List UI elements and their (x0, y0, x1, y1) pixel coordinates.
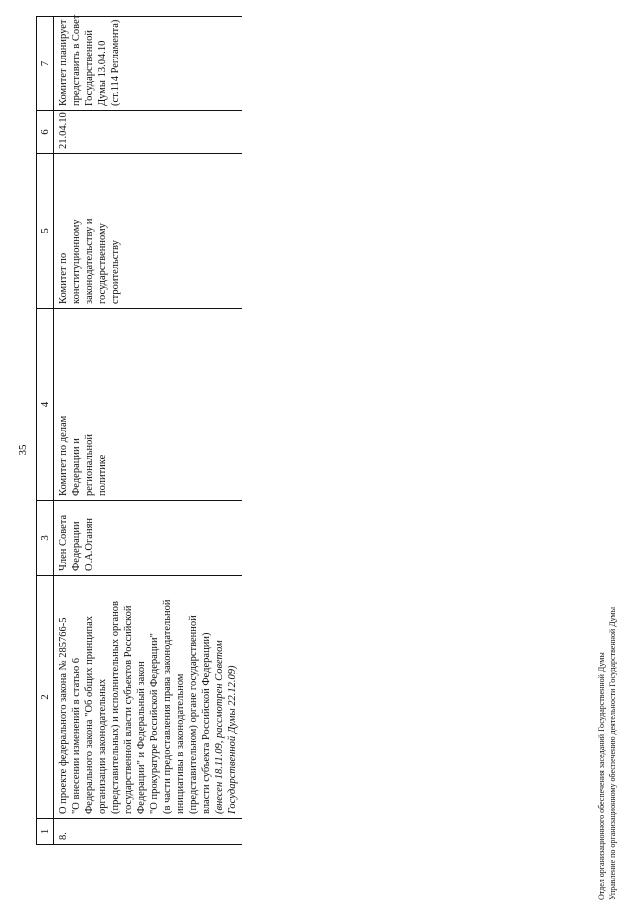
table-row (54, 17, 243, 845)
co-committee-line: государственному (97, 223, 108, 304)
comment-cell (54, 14, 243, 111)
bill-title-line: (представительных) и исполнительных органов (110, 600, 121, 814)
comment-line: Комитет планирует (58, 19, 69, 106)
column-header-6: 6 (37, 111, 54, 154)
date-cell: 21.04.10 (54, 111, 243, 154)
bill-title-line: (представительном) органе государственной (188, 615, 199, 814)
footer (596, 607, 618, 900)
bill-title-line: "О прокуратуре Российской Федерации" (149, 633, 160, 814)
author-line: Член Совета (58, 514, 69, 571)
column-header-2: 2 (37, 576, 54, 819)
comment-line: (ст.114 Регламента) (110, 19, 121, 106)
bill-title-line: инициативы в законодательном (175, 673, 186, 814)
column-header-4: 4 (37, 309, 54, 501)
bill-title-line: Федерального закона "Об общих принципах (84, 615, 95, 814)
co-committee-line: строительству (110, 240, 121, 304)
row-number: 8. (54, 819, 243, 845)
responsible-committee-cell (54, 309, 243, 501)
bill-title-line: "О внесении изменений в статью 6 (71, 657, 82, 814)
column-header-1: 1 (37, 819, 54, 845)
bill-title-line: организации законодательных (97, 678, 108, 814)
bill-title-line: власти субъекта Российской Федерации) (201, 632, 212, 814)
bill-note-line: Государственной Думы 22.12.09) (227, 665, 238, 814)
footer-line: Управление по организационному обеспечению деятельности Государственной Думы (608, 607, 617, 900)
comment-line: Думы 13.04.10 (97, 40, 108, 106)
column-header-7: 7 (37, 17, 54, 111)
column-header-3: 3 (37, 501, 54, 576)
footer-line: Отдел организационного обеспечения заседаний Государственной Думы (597, 652, 606, 900)
co-committee-line: Комитет по (58, 252, 69, 304)
bill-title-line: государственной власти субъектов Российской (123, 605, 134, 814)
co-committee-line: законодательству и (84, 218, 95, 304)
comment-line: представить в Совет (71, 14, 82, 106)
bill-title-line: О проекте федерального закона № 285766-5 (58, 617, 69, 814)
author-line: Федерации (71, 521, 82, 571)
header-row (37, 17, 54, 845)
bill-title-cell (54, 576, 243, 819)
bill-note-line: (внесен 18.11.09, рассмотрен Советом (214, 640, 225, 814)
co-committee-line: конституционному (71, 219, 82, 304)
column-header-5: 5 (37, 154, 54, 309)
author-line: О.А.Оганян (84, 517, 95, 571)
author-cell (54, 501, 243, 576)
comment-line: Государственной (84, 30, 95, 106)
co-committee-cell (54, 154, 243, 309)
bill-title-line: (в части предоставления права законодательной (162, 599, 173, 814)
responsible-committee-line: политике (97, 454, 108, 496)
responsible-committee-line: региональной (84, 434, 95, 496)
responsible-committee-line: Комитет по делам (58, 415, 69, 496)
bill-title-line: Федерации" и Федеральный закон (136, 661, 147, 814)
bills-table (36, 16, 242, 845)
responsible-committee-line: Федерации и (71, 438, 82, 496)
page-number: 35 (17, 444, 29, 456)
